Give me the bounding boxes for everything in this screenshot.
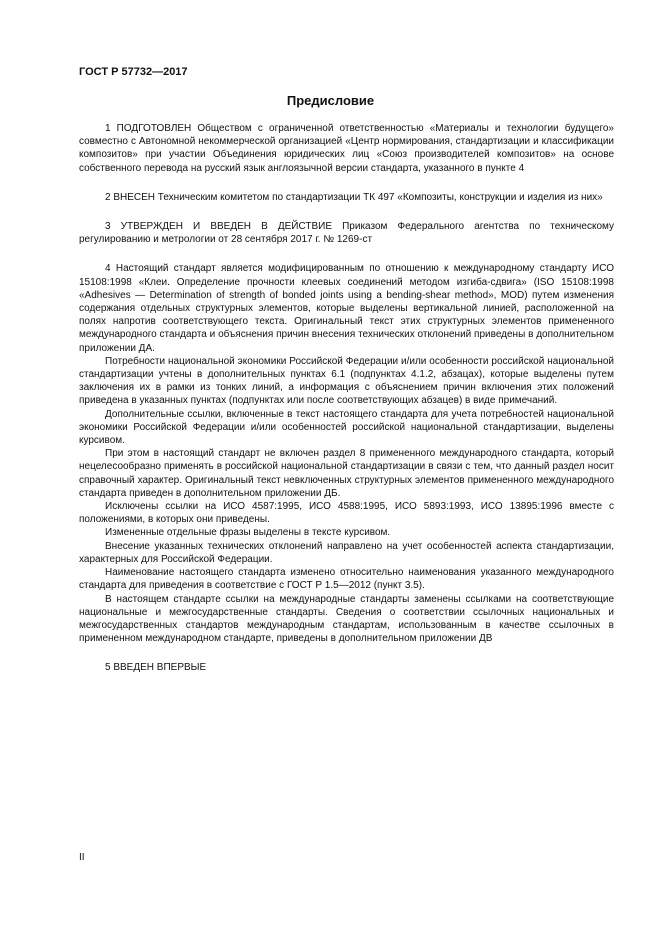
page-number: II [79, 852, 85, 863]
section-4-paragraph: Дополнительные ссылки, включенные в текст настоящего стандарта для учета потребностей национальной экономики Российской Федерации и/или особенностей российской национальной стандартизации, выделены курсивом. [79, 408, 614, 447]
section-4: 4 Настоящий стандарт является модифицированным по отношению к международному стандарту ИСО 15108:1998 «Клеи. Определение прочности клеевых соединений методом изгиба-сдвига» (ISO 15108:1998 «Adhesives — Determination of strength of bonded joints using a bending-shear method», MOD) путем изменения содержания отдельных структурных элементов, которые выделены вертикальной линией, расположенной на полях напротив соответствующего текста. Оригинальный текст этих структурных элементов примененного международного стандарта и объяснения причин внесения технических отклонений приведены в дополнительном приложении ДА. [79, 263, 614, 354]
section-5: 5 ВВЕДЕН ВПЕРВЫЕ [105, 662, 207, 674]
section-4-paragraph: При этом в настоящий стандарт не включен раздел 8 примененного международного стандарта, который нецелесообразно применять в российской национальной стандартизации в связи с тем, что данный раздел носит справочный характер. Оригинальный текст невключенных структурных элементов примененного международного стандарта приведен в дополнительном приложении ДБ. [79, 448, 614, 499]
section-2: 2 ВНЕСЕН Техническим комитетом по стандартизации ТК 497 «Композиты, конструкции и изделия из них» [105, 191, 603, 203]
section-4-paragraph: В настоящем стандарте ссылки на международные стандарты заменены ссылками на соответствующие национальные и межгосударственные стандарты. Сведения о соответствии ссылочных национальных и межгосударственных стандартов международным стандартам, использованным в качестве ссылочных в примененном международном стандарте, приведены в дополнительном приложении ДВ [79, 593, 614, 645]
page-title: Предисловие [286, 93, 375, 108]
section-4-paragraph: Внесение указанных технических отклонений направлено на учет особенностей аспекта стандартизации, характерных для Российской Федерации. [79, 540, 614, 565]
document-id: ГОСТ Р 57732—2017 [79, 66, 188, 78]
section-3: 3 УТВЕРЖДЕН И ВВЕДЕН В ДЕЙСТВИЕ Приказом Федерального агентства по техническому регулированию и метрологии от 28 сентября 2017 г. № 1269-ст [79, 221, 614, 246]
section-1: 1 ПОДГОТОВЛЕН Обществом с ограниченной ответственностью «Материалы и технологии будущего» совместно с Автономной некоммерческой организацией «Центр нормирования, стандартизации и классификации композитов» при участии Объединения юридических лиц «Союз производителей композитов» на основе собственного перевода на русский язык англоязычной версии стандарта, указанного в пункте 4 [79, 123, 614, 174]
section-4-paragraph: Исключены ссылки на ИСО 4587:1995, ИСО 4588:1995, ИСО 5893:1993, ИСО 13895:1996 вместе с положениями, в которых они приведены. [79, 501, 614, 526]
section-4-paragraph: Измененные отдельные фразы выделены в тексте курсивом. [105, 527, 391, 539]
document-body [79, 122, 614, 675]
section-4-paragraph: Наименование настоящего стандарта изменено относительно наименования указанного международного стандарта для приведения в соответствие с ГОСТ Р 1.5—2012 (пункт 3.5). [79, 567, 614, 592]
section-4-paragraph: Потребности национальной экономики Российской Федерации и/или особенности российской национальной стандартизации учтены в дополнительных пунктах 6.1 (подпунктах 4.1.2, абзацах), которые выделены путем заключения их в рамки из тонких линий, а информация с объяснением причин включения этих положений приведена в указанных пунктах (подпунктах или после соответствующих абзацев) в виде примечаний. [79, 355, 614, 407]
